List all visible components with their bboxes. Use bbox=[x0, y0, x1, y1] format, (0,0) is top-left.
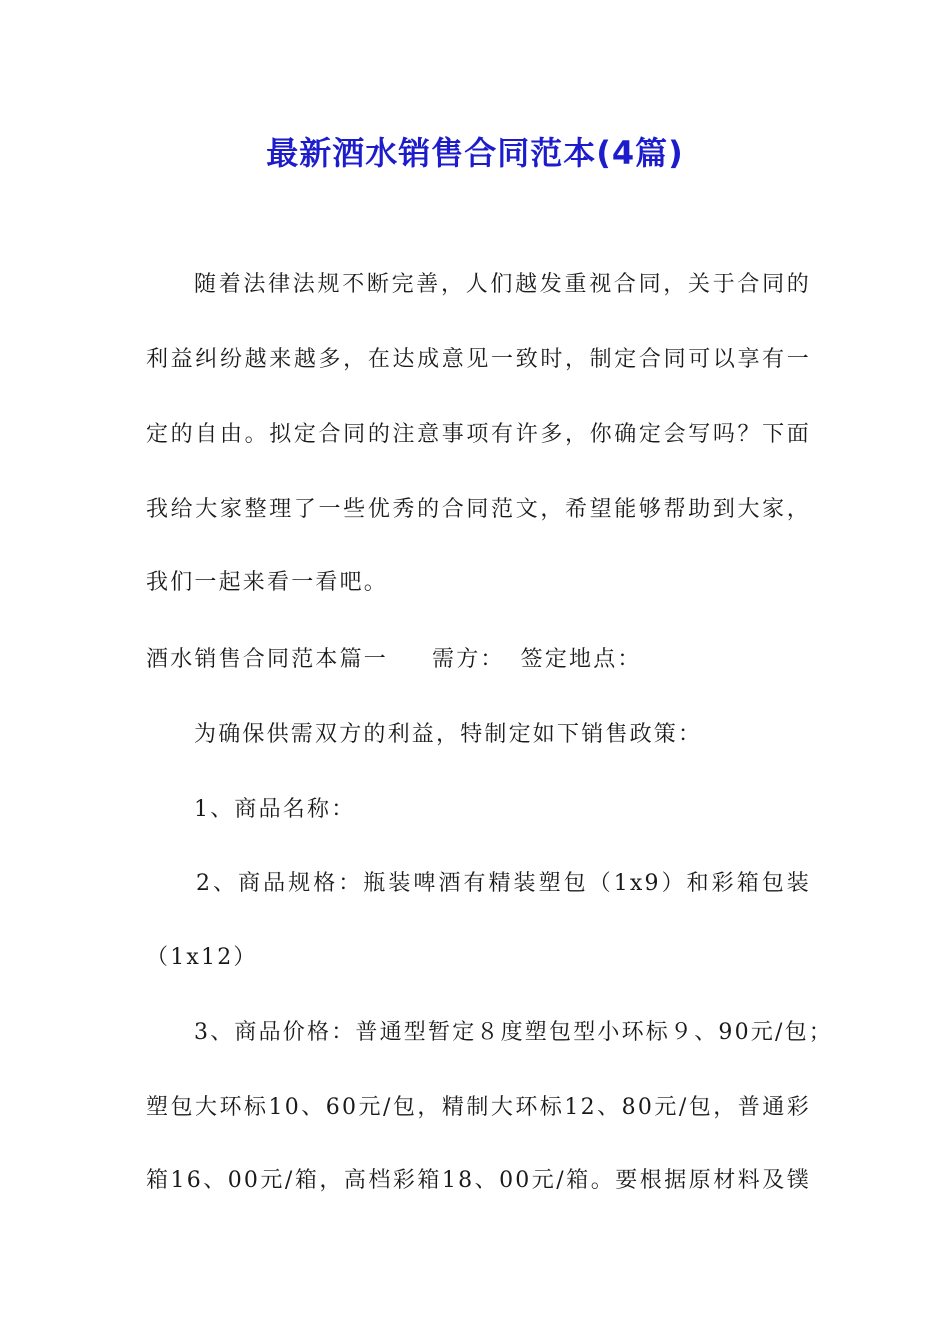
intro-line-5: 我们一起来看一看吧。 bbox=[146, 570, 389, 595]
policy-intro: 为确保供需双方的利益，特制定如下销售政策： bbox=[194, 722, 703, 747]
intro-line-1: 随着法律法规不断完善，人们越发重视合同，关于合同的 bbox=[194, 272, 811, 297]
intro-line-4: 我给大家整理了一些优秀的合同范文，希望能够帮助到大家， bbox=[146, 497, 811, 522]
section-heading bbox=[146, 645, 811, 675]
document-title: 最新酒水销售合同范本(4篇) bbox=[266, 134, 684, 172]
item-3-line-3: 箱16、00元/箱，高档彩箱18、00元/箱。要根据原材料及镤 bbox=[146, 1168, 811, 1193]
item-1-product-name: 1、商品名称： bbox=[194, 797, 356, 822]
intro-line-2: 利益纠纷越来越多，在达成意见一致时，制定合同可以享有一 bbox=[146, 347, 811, 372]
intro-line-3: 定的自由。拟定合同的注意事项有许多，你确定会写吗？下面 bbox=[146, 422, 811, 447]
signing-place-label: 签定地点： bbox=[520, 647, 642, 672]
item-2-line-2: （1x12） bbox=[146, 945, 258, 970]
buyer-label: 需方： bbox=[432, 647, 505, 672]
item-3-line-2: 塑包大环标10、60元/包，精制大环标12、80元/包，普通彩 bbox=[146, 1095, 811, 1120]
section-label: 酒水销售合同范本篇一 bbox=[146, 647, 389, 672]
item-2-line-1: 2、商品规格：瓶装啤酒有精装塑包（1x9）和彩箱包装 bbox=[196, 871, 811, 896]
item-3-line-1: 3、商品价格：普通型暂定８度塑包型小环标９、90元/包； bbox=[194, 1020, 834, 1045]
